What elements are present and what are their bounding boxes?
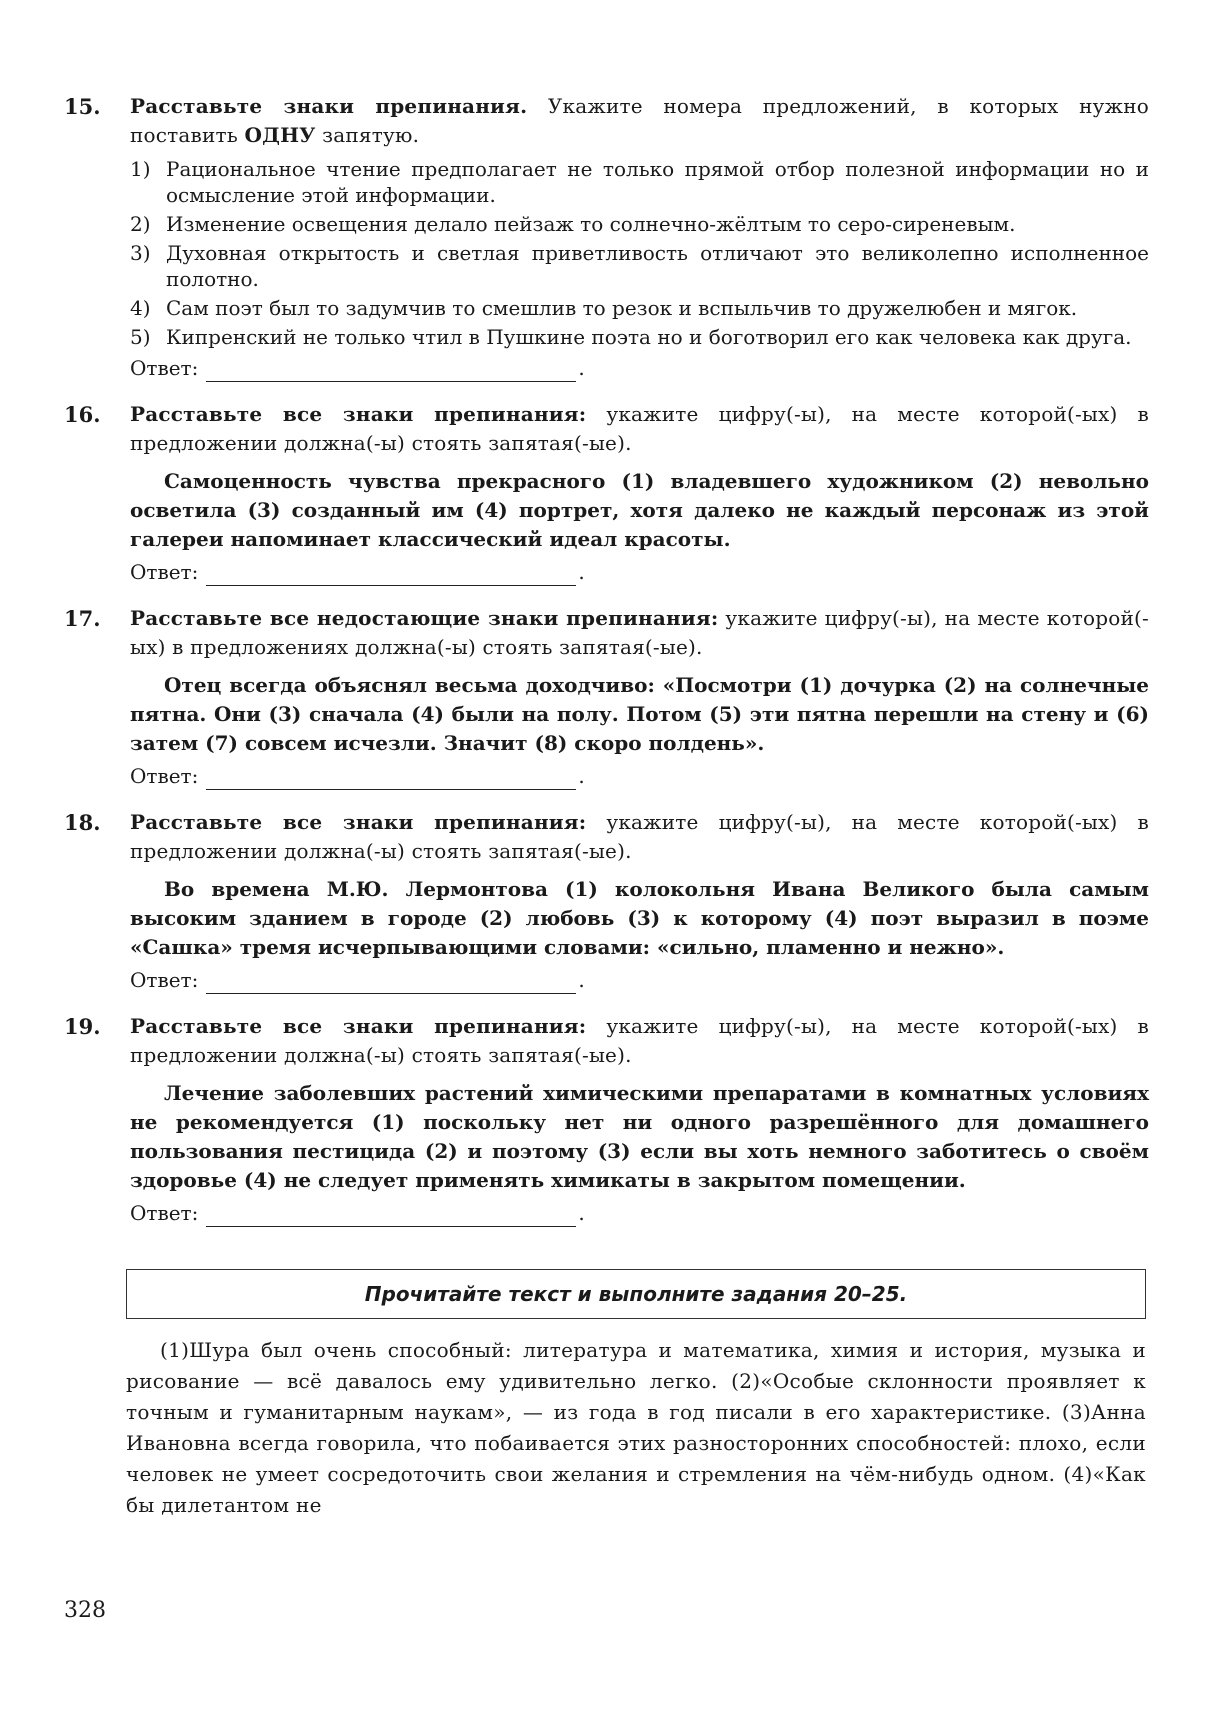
- instruction-bold: Расставьте все знаки препинания:: [130, 1014, 587, 1038]
- instruction-text: укажите цифру(-ы), на месте которой(-ых) в предложении должна(-ы) стоять запятая(-ые).: [130, 1014, 1149, 1067]
- answer-row: [130, 558, 1149, 586]
- option-item: [130, 156, 1149, 208]
- answer-dot: .: [578, 560, 585, 584]
- instruction-text: укажите цифру(-ы), на месте которой(-ых) в предложениях должна(-ы) стоять запятая(-ые).: [130, 606, 1149, 659]
- answer-row: [130, 966, 1149, 994]
- instruction-text: укажите цифру(-ы), на месте которой(-ых) в предложении должна(-ы) стоять запятая(-ые).: [130, 810, 1149, 863]
- instruction-text: укажите цифру(-ы), на месте которой(-ых) в предложении должна(-ы) стоять запятая(-ые).: [130, 402, 1149, 455]
- task-instruction: [130, 808, 1149, 866]
- option-text: Духовная открытость и светлая приветливость отличают это великолепно исполненное полотно.: [166, 241, 1149, 291]
- option-item: [130, 211, 1149, 237]
- task-instruction: [130, 92, 1149, 150]
- answer-label: Ответ:: [130, 1201, 199, 1225]
- option-text: Рациональное чтение предполагает не только прямой отбор полезной информации но и осмысление этой информации.: [166, 157, 1149, 207]
- answer-dot: .: [578, 968, 585, 992]
- instruction-bold: Расставьте все знаки препинания:: [130, 402, 587, 426]
- task-body: [130, 1012, 1149, 1227]
- task-18: [64, 808, 1149, 994]
- option-number: 4): [130, 296, 151, 320]
- option-item: [130, 324, 1149, 350]
- instruction-bold: Расставьте все знаки препинания:: [130, 810, 587, 834]
- option-text: Кипренский не только чтил в Пушкине поэта но и боготворил его как человека как друга.: [166, 325, 1132, 349]
- option-text: Сам поэт был то задумчив то смешлив то резок и вспыльчив то дружелюбен и мягок.: [166, 296, 1078, 320]
- instruction-bold: Расставьте все недостающие знаки препинания:: [130, 606, 719, 630]
- reading-instruction-banner: Прочитайте текст и выполните задания 20–25.: [126, 1269, 1146, 1319]
- option-number: 3): [130, 241, 151, 265]
- task-number: 15.: [64, 94, 101, 119]
- task-instruction: [130, 1012, 1149, 1070]
- task-sentence: Лечение заболевших растений химическими препаратами в комнатных условиях не рекомендуется (1) поскольку нет ни одного разрешённого для домашнего пользования пестицида (2) и поэтому (3) если вы хоть немного заботитесь о своём здоровье (4) не следует применять химикаты в закрытом помещении.: [130, 1081, 1149, 1192]
- option-item: [130, 295, 1149, 321]
- answer-row: [130, 354, 1149, 382]
- page-content: [64, 92, 1149, 1521]
- task-19: [64, 1012, 1149, 1227]
- answer-dot: .: [578, 1201, 585, 1225]
- answer-row: [130, 762, 1149, 790]
- answer-label: Ответ:: [130, 356, 199, 380]
- answer-field[interactable]: [206, 767, 576, 790]
- answer-field[interactable]: [206, 1204, 576, 1227]
- answer-field[interactable]: [206, 971, 576, 994]
- option-item: [130, 240, 1149, 292]
- answer-row: [130, 1199, 1149, 1227]
- task-15: [64, 92, 1149, 382]
- instruction-bold: Расставьте знаки препинания.: [130, 94, 528, 118]
- task-16: [64, 400, 1149, 586]
- task-sentence: Во времена М.Ю. Лермонтова (1) колокольня Ивана Великого была самым высоким зданием в городе (2) любовь (3) к которому (4) поэт выразил в поэме «Сашка» тремя исчерпывающими словами: «сильно, пламенно и нежно».: [130, 877, 1149, 959]
- answer-dot: .: [578, 764, 585, 788]
- task-number: 16.: [64, 402, 101, 427]
- answer-field[interactable]: [206, 359, 576, 382]
- answer-label: Ответ:: [130, 560, 199, 584]
- instruction-text: Укажите номера предложений, в которых нужно поставить: [130, 94, 1149, 147]
- option-number: 5): [130, 325, 151, 349]
- options-list: [130, 156, 1149, 350]
- instruction-text-end: запятую.: [315, 123, 420, 147]
- task-number: 18.: [64, 810, 101, 835]
- instruction-emphasis: ОДНУ: [244, 123, 316, 147]
- option-text: Изменение освещения делало пейзаж то солнечно-жёлтым то серо-сиреневым.: [166, 212, 1016, 236]
- task-body: [130, 604, 1149, 790]
- page-number: 328: [64, 1598, 106, 1623]
- answer-dot: .: [578, 356, 585, 380]
- answer-label: Ответ:: [130, 764, 199, 788]
- task-sentence: Отец всегда объяснял весьма доходчиво: «Посмотри (1) дочурка (2) на солнечные пятна. Они (3) сначала (4) были на полу. Потом (5) эти пятна перешли на стену и (6) затем (7) совсем исчезли. Значит (8) скоро полдень».: [130, 673, 1149, 755]
- task-number: 19.: [64, 1014, 101, 1039]
- task-instruction: [130, 400, 1149, 458]
- option-number: 1): [130, 157, 151, 181]
- answer-field[interactable]: [206, 563, 576, 586]
- task-body: [130, 400, 1149, 586]
- task-sentence: Самоценность чувства прекрасного (1) владевшего художником (2) невольно осветила (3) созданный им (4) портрет, хотя далеко не каждый персонаж из этой галереи напоминает классический идеал красоты.: [130, 469, 1149, 551]
- answer-label: Ответ:: [130, 968, 199, 992]
- reading-text: (1)Шура был очень способный: литература и математика, химия и история, музыка и рисование — всё давалось ему удивительно легко. (2)«Особые склонности проявляет к точным и гуманитарным наукам», — из года в год писали в его характеристике. (3)Анна Ивановна всегда говорила, что побаивается этих разносторонних способностей: плохо, если человек не умеет сосредоточить свои желания и стремления на чём-нибудь одном. (4)«Как бы дилетантом не: [126, 1338, 1146, 1517]
- task-number: 17.: [64, 606, 101, 631]
- task-body: [130, 92, 1149, 382]
- task-instruction: [130, 604, 1149, 662]
- task-17: [64, 604, 1149, 790]
- task-body: [130, 808, 1149, 994]
- option-number: 2): [130, 212, 151, 236]
